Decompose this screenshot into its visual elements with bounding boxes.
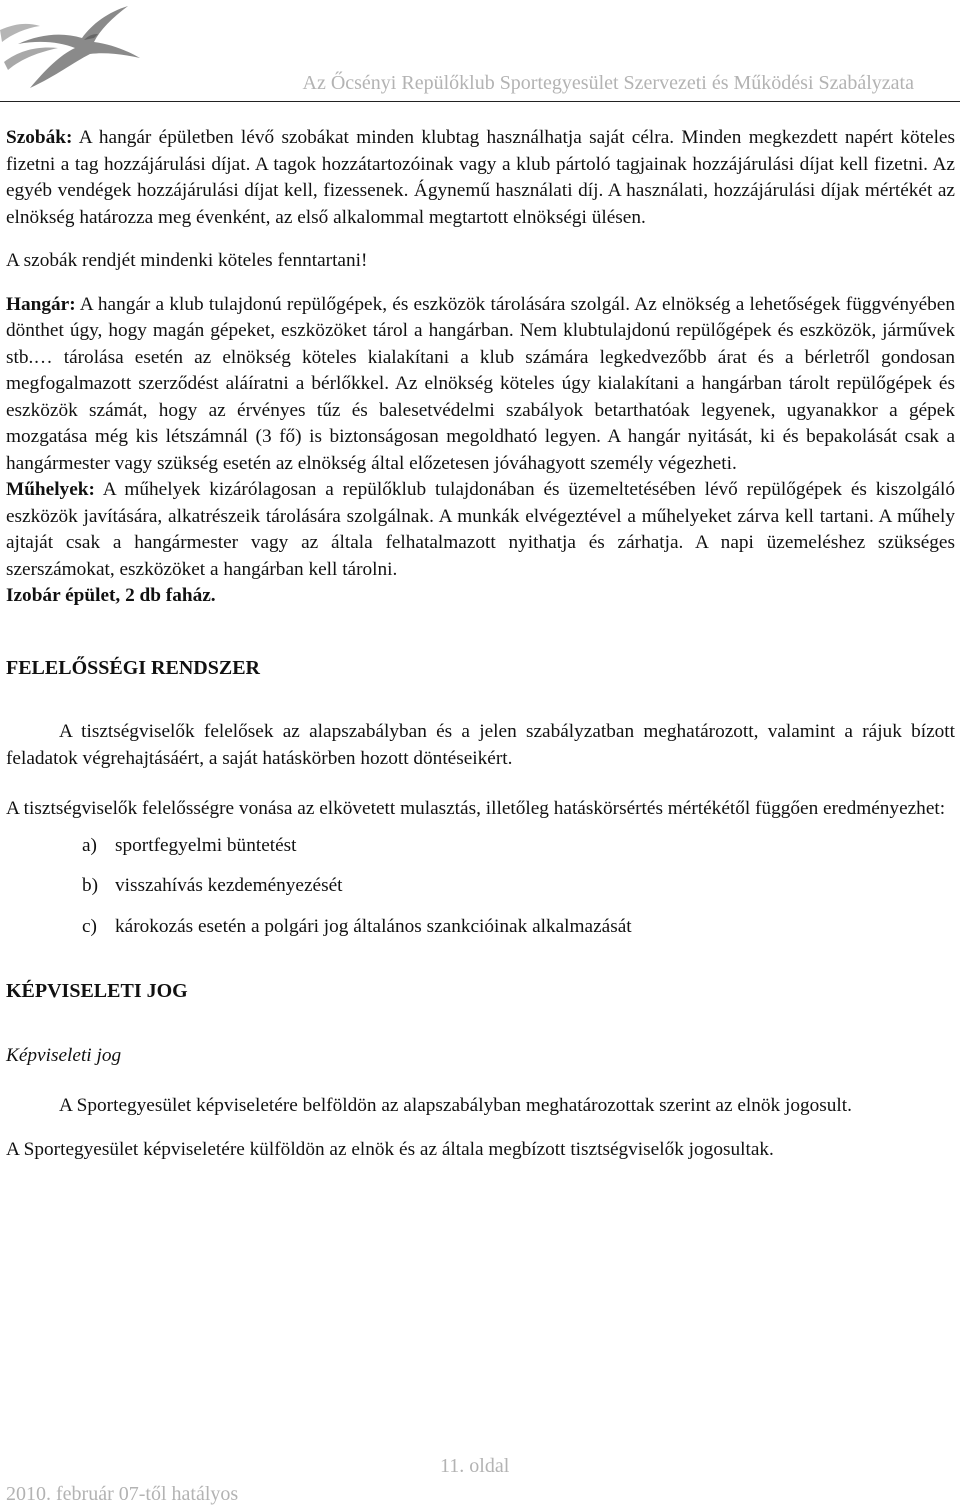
list-item	[82, 833, 955, 860]
kepviseleti-subheading: Képviseleti jog	[6, 1044, 122, 1066]
izobar-text: Izobár épület, 2 db faház.	[6, 585, 216, 606]
hangar-paragraph	[6, 292, 955, 478]
kepviseleti-paragraph-2: A Sportegyesület képviseletére külföldön az elnök és az általa megbízott tisztségviselők jogosultak.	[6, 1138, 774, 1160]
list-item-text: károkozás esetén a polgári jog általános szankcióinak alkalmazását	[115, 915, 632, 937]
document-header-title: Az Őcsényi Repülőklub Sportegyesület Szervezeti és Működési Szabályzata	[302, 72, 914, 94]
list-marker: b)	[82, 875, 99, 896]
list-item-text: visszahívás kezdeményezését	[115, 875, 343, 896]
effective-date: 2010. február 07-től hatályos	[6, 1483, 239, 1505]
szobak-text: A hangár épületben lévő szobákat minden klubtag használhatja saját célra. Minden megkezdett napért köteles fizetni a tag hozzájárulási díjat. A tagok hozzátartozóinak vagy a klub pártoló tagjainak hozzájárulási díjat kell fizetni. Az egyéb vendégek hozzájárulási díjat kell, fizessenek. Ágynemű használati díj. A használati, hozzájárulási díjak mértékét az elnökség határozza meg évenként, az első alkalommal megtartott elnökségi ülésen.	[6, 127, 955, 228]
list-marker: c)	[82, 915, 97, 937]
page-number: 11. oldal	[440, 1455, 510, 1477]
sanction-list	[6, 833, 955, 941]
izobar-line	[6, 583, 955, 610]
list-item-text: sportfegyelmi büntetést	[115, 834, 297, 856]
felelossegi-heading: FELELŐSSÉGI RENDSZER	[6, 656, 260, 679]
muhelyek-text: A műhelyek kizárólagosan a repülőklub tulajdonában és üzemeltetésében lévő repülőgépek és kiszolgáló eszközök javítására, alkatrészeik tárolására szolgálnak. A munkák elvégeztével a műhelyeket zárva kell tartani. A műhely ajtaját csak a hangármester vagy az általa felhatalmazott nyithatja és zárhatja. A napi üzemeléshez szükséges szerszámokat, eszközöket a hangárban kell tárolni.	[6, 479, 955, 580]
page-header	[0, 0, 960, 104]
kepviseleti-heading: KÉPVISELETI JOG	[6, 980, 188, 1002]
list-marker: a)	[82, 834, 97, 856]
list-item	[82, 914, 955, 941]
hangar-text: A hangár a klub tulajdonú repülőgépek, és eszközök tárolására szolgál. Az elnökség a lehetőségek függvényében dönthet úgy, hogy magán gépeket, eszközöket tárol a hangárban. Nem klubtulajdonú repülőgépek és eszközök, járművek stb.… tárolása esetén az elnökség köteles kialakítani a klub számára legkedvezőbb árat és a bérletről gondosan megfogalmazott szerződést aláíratni a bérlőkkel. Az elnökség köteles úgy kialakítani a hangárban tárolt repülőgépek és eszközök számát, hogy az érvényes tűz és balesetvédelmi szabályok betarthatóak legyenek, ugyanakkor a gépek mozgatása még kis létszámnál (3 fő) is biztonságosan megoldható legyen. A hangár nyitását, ki és bepakolását csak a hangármester vagy szükség esetén az elnökség által előzetesen jóváhagyott személy végezheti.	[6, 293, 955, 474]
header-divider	[0, 101, 960, 102]
hangar-lead: Hangár:	[6, 293, 76, 315]
club-logo-bird-icon	[0, 0, 170, 100]
document-body	[6, 125, 955, 1163]
muhelyek-lead: Műhelyek:	[6, 479, 95, 500]
muhelyek-paragraph	[6, 477, 955, 583]
szobak-paragraph	[6, 125, 955, 231]
szobak-rend-paragraph: A szobák rendjét mindenki köteles fenntartani!	[6, 250, 368, 271]
felelossegi-paragraph-1: A tisztségviselők felelősek az alapszabályban és a jelen szabályzatban meghatározott, valamint a rájuk bízott feladatok végrehajtásáért, a saját hatáskörben hozott döntéseikért.	[6, 721, 955, 769]
list-item	[82, 873, 955, 900]
szobak-lead: Szobák:	[6, 127, 73, 148]
felelossegi-paragraph-2: A tisztségviselők felelősségre vonása az elkövetett mulasztás, illetőleg hatáskörsértés mértékétől függően eredményezhet:	[6, 798, 946, 819]
kepviseleti-paragraph-1: A Sportegyesület képviseletére belföldön az alapszabályban meghatározottak szerint az elnök jogosult.	[59, 1095, 852, 1116]
